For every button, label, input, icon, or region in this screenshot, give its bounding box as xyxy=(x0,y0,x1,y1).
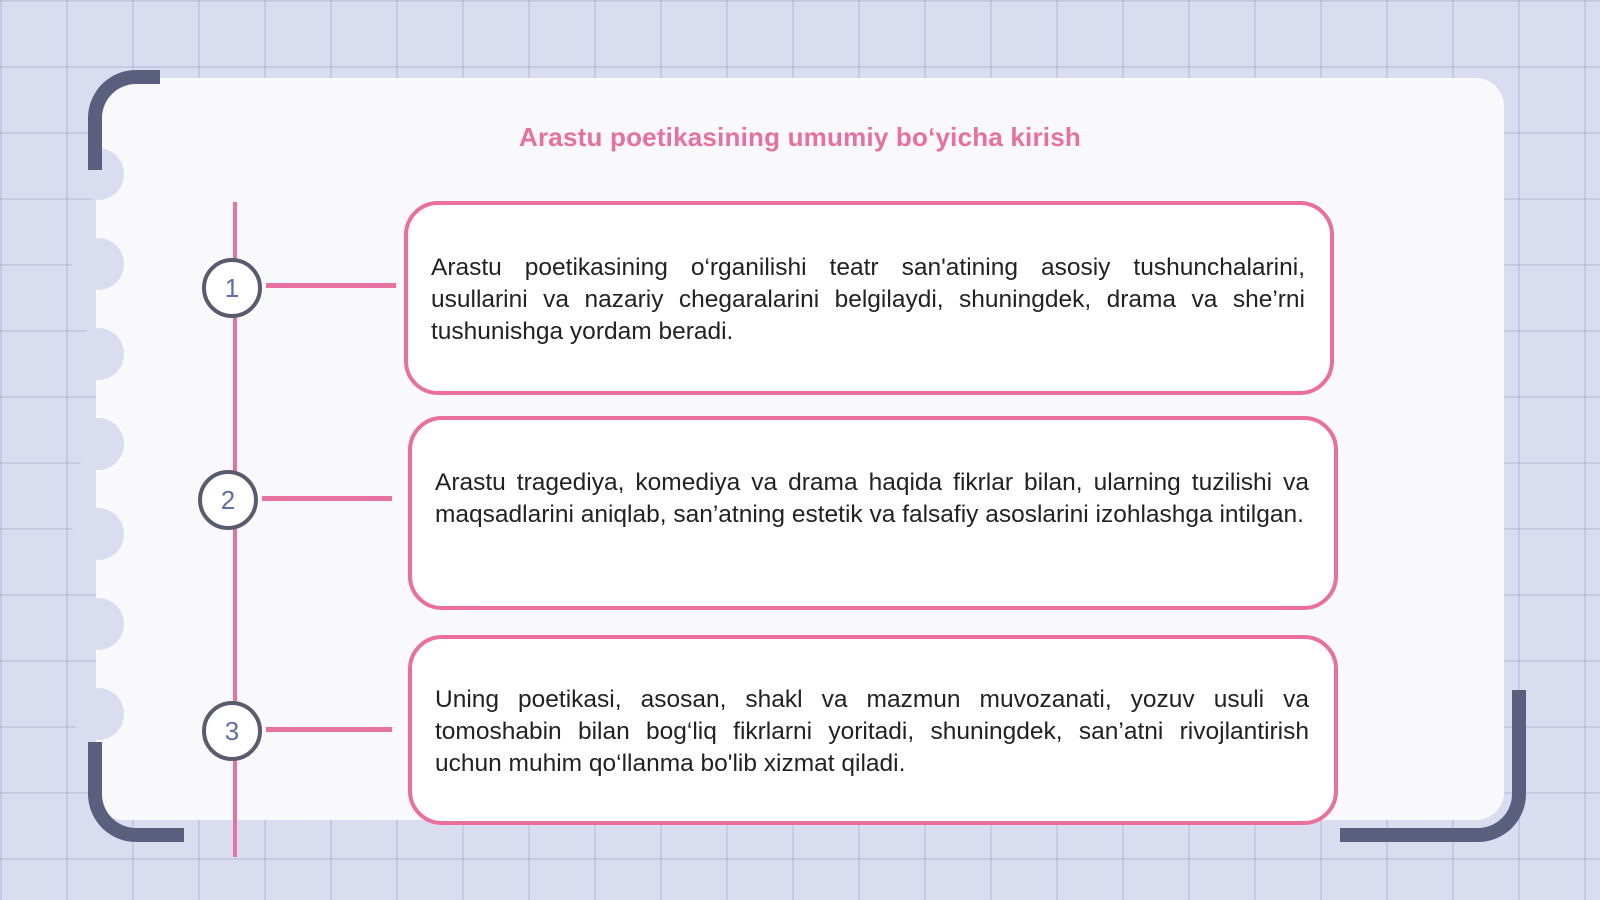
timeline-connector xyxy=(266,283,396,288)
step-number: 3 xyxy=(224,715,240,746)
step-number-badge xyxy=(198,470,258,530)
timeline-connector xyxy=(262,496,392,501)
step-number: 1 xyxy=(224,272,240,303)
paper-hole xyxy=(72,508,124,560)
step-number-badge xyxy=(202,258,262,318)
step-number-badge xyxy=(202,701,262,761)
paper-hole xyxy=(72,598,124,650)
info-card-text: Arastu poetikasining o‘rganilishi teatr san'atining asosiy tushunchalarini, usullarini va nazariy chegaralarini belgilaydi, shuningdek, drama va she’rni tushunishga yordam beradi. xyxy=(431,254,1305,345)
paper-hole xyxy=(72,418,124,470)
timeline-connector xyxy=(266,727,392,732)
frame-corner-bottom-right xyxy=(1340,690,1526,842)
frame-corner-top-left xyxy=(88,70,160,170)
info-card-text: Uning poetikasi, asosan, shakl va mazmun muvozanati, yozuv usuli va tomoshabin bilan bog‘liq fikrlarni yoritadi, shuningdek, san’atni rivojlantirish uchun muhim qo‘llanma bo'lib xizmat qiladi. xyxy=(435,686,1309,777)
info-card-text: Arastu tragediya, komediya va drama haqida fikrlar bilan, ularning tuzilishi va maqsadlarini aniqlab, san’atning estetik va falsafiy asoslarini izohlashga intilgan. xyxy=(435,469,1309,528)
paper-hole xyxy=(72,238,124,290)
paper-hole xyxy=(72,688,124,740)
slide-title: Arastu poetikasining umumiy boʻyicha kirish xyxy=(519,122,1081,152)
step-number: 2 xyxy=(220,484,236,515)
frame-corner-bottom-left xyxy=(88,742,184,842)
paper-hole xyxy=(72,328,124,380)
